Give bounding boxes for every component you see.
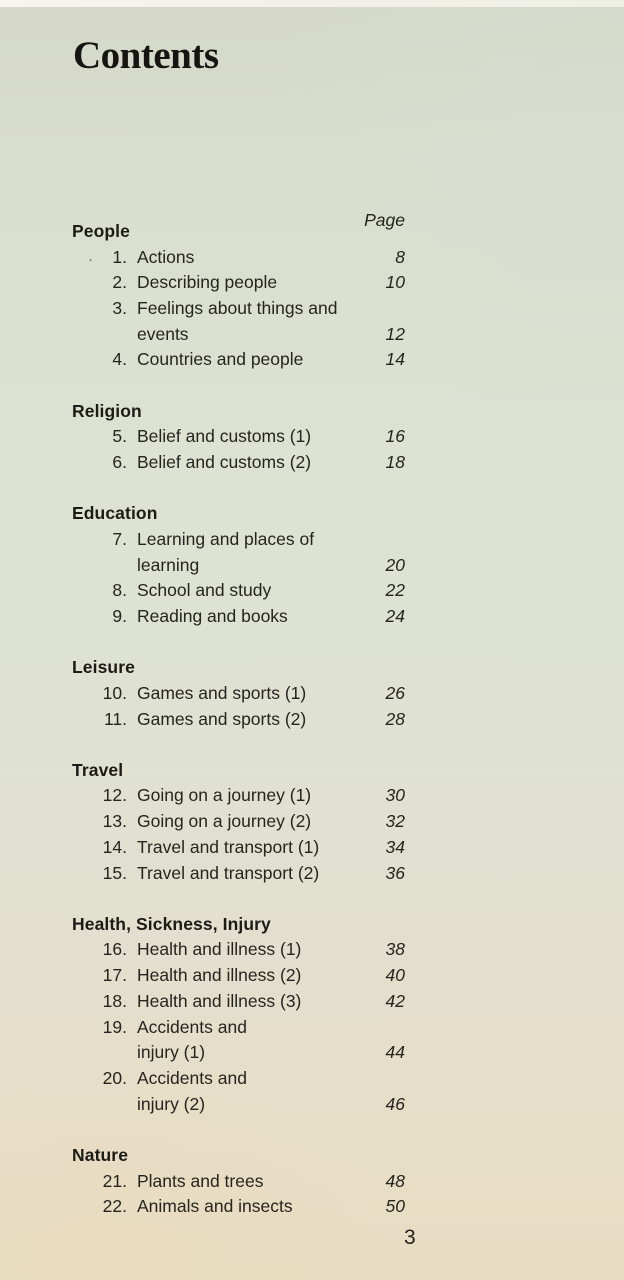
toc-section <box>72 758 405 886</box>
chapter-number: 13. <box>102 811 127 832</box>
toc-row <box>72 783 405 809</box>
chapter-page-number: 8 <box>395 246 405 267</box>
chapter-title: Belief and customs (2) <box>137 452 312 472</box>
toc-section <box>72 655 405 732</box>
chapter-page-number: 50 <box>385 1196 405 1217</box>
toc-row <box>72 347 405 373</box>
chapter-page-number: 26 <box>385 682 405 703</box>
chapter-title: Reading and books <box>137 606 288 626</box>
chapter-page-number: 36 <box>385 862 405 883</box>
section-rows <box>72 527 405 630</box>
toc-row <box>72 1194 405 1220</box>
chapter-title: School and study <box>137 580 272 601</box>
chapter-page-number: 40 <box>385 965 405 986</box>
page-column-header: Page <box>364 210 405 230</box>
toc-row <box>72 809 405 835</box>
chapter-number: 16. <box>102 939 127 960</box>
toc-row <box>72 450 405 476</box>
toc-row <box>72 578 405 604</box>
chapter-page-number: 38 <box>385 939 405 960</box>
chapter-number: 9. <box>112 606 127 626</box>
toc-row <box>72 937 405 963</box>
chapter-number: 14. <box>102 836 127 857</box>
chapter-page-number: 10 <box>385 272 405 293</box>
chapter-title: Learning and places of learning <box>137 528 315 575</box>
chapter-number: 15. <box>102 862 127 883</box>
page-top-edge <box>0 0 624 7</box>
chapter-title: Games and sports (1) <box>137 682 307 703</box>
chapter-title: Feelings about things and events <box>137 298 338 344</box>
chapter-page-number: 44 <box>385 1042 405 1063</box>
chapter-number: 5. <box>112 426 127 447</box>
toc-row <box>72 707 405 733</box>
toc-row <box>72 1169 405 1195</box>
chapter-title: Describing people <box>137 272 278 293</box>
chapter-page-number: 18 <box>385 452 405 472</box>
chapter-number: 19. <box>102 1016 127 1037</box>
section-heading: Religion <box>72 400 142 421</box>
chapter-title: Going on a journey (1) <box>137 785 312 806</box>
toc-section <box>72 219 405 373</box>
toc-row <box>72 1015 405 1066</box>
chapter-number: 3. <box>112 298 127 318</box>
section-heading: Travel <box>72 759 124 780</box>
chapter-page-number: 46 <box>385 1093 405 1114</box>
chapter-page-number: 24 <box>385 606 405 626</box>
chapter-number: 4. <box>112 349 127 370</box>
chapter-number: 21. <box>102 1170 127 1191</box>
chapter-page-number: 20 <box>385 554 405 575</box>
section-rows <box>72 783 405 886</box>
toc-row <box>72 296 405 347</box>
chapter-title: Health and illness (1) <box>137 939 302 960</box>
chapter-number: 17. <box>102 965 127 986</box>
toc-row <box>72 245 405 271</box>
chapter-page-number: 14 <box>385 349 405 370</box>
section-rows <box>72 245 405 374</box>
chapter-number: 22. <box>102 1196 127 1217</box>
chapter-title: Health and illness (3) <box>137 990 302 1011</box>
toc-section <box>72 912 405 1118</box>
chapter-number: 1. <box>112 246 127 267</box>
chapter-number: 20. <box>102 1068 127 1088</box>
chapter-number: 11. <box>103 708 127 729</box>
section-heading: Leisure <box>72 657 135 678</box>
section-heading: Education <box>72 503 158 524</box>
section-rows <box>72 681 405 732</box>
toc-row <box>72 604 405 630</box>
chapter-number: 18. <box>102 990 127 1011</box>
section-heading: Nature <box>72 1145 129 1165</box>
toc-section <box>72 501 405 629</box>
toc-row <box>72 681 405 707</box>
chapter-title: Travel and transport (2) <box>137 862 320 883</box>
chapter-page-number: 16 <box>385 426 405 447</box>
page-title: Contents <box>73 34 219 77</box>
chapter-title: Actions <box>137 246 195 267</box>
chapter-page-number: 22 <box>385 580 405 601</box>
section-rows <box>72 1169 405 1220</box>
toc-section <box>72 399 405 476</box>
toc-row <box>72 861 405 887</box>
chapter-number: 6. <box>112 452 127 472</box>
table-of-contents <box>72 219 405 1220</box>
chapter-number: 12. <box>102 785 127 806</box>
chapter-title: Animals and insects <box>137 1196 293 1217</box>
toc-row <box>72 989 405 1015</box>
toc-row <box>72 963 405 989</box>
chapter-number: 8. <box>112 580 127 601</box>
toc-row <box>72 424 405 450</box>
chapter-title: Countries and people <box>137 349 304 370</box>
chapter-title: Accidents and injury (2) <box>137 1068 247 1114</box>
toc-row <box>72 1066 405 1117</box>
chapter-title: Travel and transport (1) <box>137 836 320 857</box>
page-number: 3 <box>404 1226 416 1249</box>
chapter-number: 2. <box>112 272 127 293</box>
chapter-page-number: 34 <box>385 836 405 857</box>
chapter-title: Games and sports (2) <box>137 708 307 729</box>
chapter-page-number: 32 <box>385 811 405 832</box>
chapter-page-number: 12 <box>385 323 405 344</box>
toc-section <box>72 1143 405 1220</box>
chapter-title: Accidents and injury (1) <box>137 1016 247 1063</box>
chapter-page-number: 42 <box>385 990 405 1011</box>
chapter-title: Belief and customs (1) <box>137 426 312 447</box>
chapter-number: 10. <box>102 682 127 703</box>
section-rows <box>72 424 405 475</box>
chapter-title: Plants and trees <box>137 1170 264 1191</box>
chapter-title: Health and illness (2) <box>137 965 302 986</box>
section-rows <box>72 937 405 1117</box>
toc-row <box>72 835 405 861</box>
chapter-page-number: 28 <box>385 708 405 729</box>
print-artifact-dot: · <box>88 251 93 268</box>
toc-row <box>72 527 405 578</box>
chapter-title: Going on a journey (2) <box>137 811 312 832</box>
section-heading: Health, Sickness, Injury <box>72 913 271 934</box>
chapter-page-number: 48 <box>385 1170 405 1191</box>
chapter-page-number: 30 <box>385 785 405 806</box>
toc-row <box>72 270 405 296</box>
section-heading: People <box>72 221 130 241</box>
chapter-number: 7. <box>112 528 127 549</box>
